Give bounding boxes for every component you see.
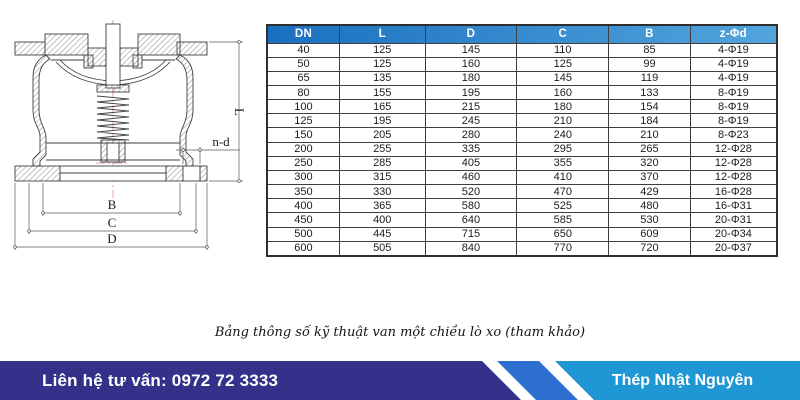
table-cell: 450 bbox=[267, 213, 339, 227]
table-row bbox=[267, 213, 777, 227]
table-caption: Bảng thông số kỹ thuật van một chiều lò xo (tham khảo) bbox=[214, 325, 586, 340]
table-cell: 145 bbox=[425, 43, 517, 57]
table-cell: 245 bbox=[425, 114, 517, 128]
table-cell: 165 bbox=[339, 100, 425, 114]
table-row bbox=[267, 227, 777, 241]
table-cell: 480 bbox=[609, 199, 691, 213]
table-cell: 20-Φ37 bbox=[690, 241, 777, 256]
table-cell: 210 bbox=[609, 128, 691, 142]
bolt-hole bbox=[183, 166, 200, 181]
column-header: D bbox=[425, 25, 517, 43]
table-cell: 195 bbox=[339, 114, 425, 128]
column-header: z-Φd bbox=[690, 25, 777, 43]
table-cell: 85 bbox=[609, 43, 691, 57]
table-cell: 215 bbox=[425, 100, 517, 114]
table-cell: 8-Φ19 bbox=[690, 100, 777, 114]
table-cell: 50 bbox=[267, 57, 339, 71]
stem bbox=[106, 24, 120, 88]
table-cell: 200 bbox=[267, 142, 339, 156]
table-cell: 100 bbox=[267, 100, 339, 114]
table-cell: 12-Φ28 bbox=[690, 170, 777, 184]
table-cell: 265 bbox=[609, 142, 691, 156]
contact-info: Liên hệ tư vấn: 0972 72 3333 bbox=[42, 371, 279, 390]
table-cell: 210 bbox=[517, 114, 609, 128]
table-row bbox=[267, 170, 777, 184]
footer-bar bbox=[0, 361, 800, 400]
table-cell: 330 bbox=[339, 185, 425, 199]
table-row bbox=[267, 114, 777, 128]
table-row bbox=[267, 71, 777, 85]
table-cell: 320 bbox=[609, 156, 691, 170]
table-cell: 125 bbox=[339, 43, 425, 57]
dimension-lines bbox=[14, 41, 247, 250]
table-cell: 12-Φ28 bbox=[690, 156, 777, 170]
bottom-flange-right bbox=[166, 166, 183, 181]
table-cell: 505 bbox=[339, 241, 425, 256]
table-row bbox=[267, 156, 777, 170]
table-cell: 145 bbox=[517, 71, 609, 85]
table-cell: 8-Φ23 bbox=[690, 128, 777, 142]
column-header: L bbox=[339, 25, 425, 43]
table-cell: 119 bbox=[609, 71, 691, 85]
table-cell: 133 bbox=[609, 85, 691, 99]
spec-table-body bbox=[267, 43, 777, 256]
valve-drawing bbox=[0, 0, 260, 310]
table-cell: 840 bbox=[425, 241, 517, 256]
table-cell: 16-Φ28 bbox=[690, 185, 777, 199]
table-row bbox=[267, 85, 777, 99]
spec-table-head-row bbox=[267, 25, 777, 43]
table-cell: 600 bbox=[267, 241, 339, 256]
table-cell: 650 bbox=[517, 227, 609, 241]
table-cell: 250 bbox=[267, 156, 339, 170]
table-cell: 429 bbox=[609, 185, 691, 199]
table-row bbox=[267, 199, 777, 213]
top-flange-right bbox=[177, 42, 207, 55]
table-cell: 255 bbox=[339, 142, 425, 156]
table-cell: 280 bbox=[425, 128, 517, 142]
table-cell: 80 bbox=[267, 85, 339, 99]
table-cell: 405 bbox=[425, 156, 517, 170]
brand-name: Thép Nhật Nguyên bbox=[611, 372, 754, 389]
top-flange-raised-left bbox=[45, 34, 88, 55]
table-cell: 4-Φ19 bbox=[690, 71, 777, 85]
table-cell: 110 bbox=[517, 43, 609, 57]
table-cell: 585 bbox=[517, 213, 609, 227]
table-cell: 500 bbox=[267, 227, 339, 241]
dim-label-D: D bbox=[107, 231, 117, 246]
body-wall-left bbox=[33, 55, 50, 166]
column-header: C bbox=[517, 25, 609, 43]
dim-label-nd: n-d bbox=[212, 134, 230, 149]
table-cell: 150 bbox=[267, 128, 339, 142]
table-cell: 180 bbox=[517, 100, 609, 114]
table-cell: 470 bbox=[517, 185, 609, 199]
table-cell: 400 bbox=[339, 213, 425, 227]
table-cell: 460 bbox=[425, 170, 517, 184]
table-cell: 4-Φ19 bbox=[690, 43, 777, 57]
table-cell: 300 bbox=[267, 170, 339, 184]
table-cell: 400 bbox=[267, 199, 339, 213]
table-cell: 180 bbox=[425, 71, 517, 85]
table-cell: 520 bbox=[425, 185, 517, 199]
table-row bbox=[267, 142, 777, 156]
table-cell: 720 bbox=[609, 241, 691, 256]
table-cell: 65 bbox=[267, 71, 339, 85]
top-flange-raised-right bbox=[138, 34, 180, 55]
stem-collar-right bbox=[120, 48, 138, 66]
table-cell: 4-Φ19 bbox=[690, 57, 777, 71]
table-cell: 240 bbox=[517, 128, 609, 142]
table-cell: 16-Φ31 bbox=[690, 199, 777, 213]
table-cell: 125 bbox=[339, 57, 425, 71]
table-cell: 370 bbox=[609, 170, 691, 184]
table-cell: 205 bbox=[339, 128, 425, 142]
table-cell: 125 bbox=[517, 57, 609, 71]
table-row bbox=[267, 57, 777, 71]
bottom-flange-end bbox=[200, 166, 207, 181]
spec-table bbox=[266, 24, 778, 257]
table-cell: 445 bbox=[339, 227, 425, 241]
table-cell: 135 bbox=[339, 71, 425, 85]
top-flange-left bbox=[15, 42, 45, 55]
table-cell: 8-Φ19 bbox=[690, 85, 777, 99]
valve-cross-section bbox=[15, 20, 207, 198]
table-row bbox=[267, 128, 777, 142]
valve-disc bbox=[97, 85, 129, 92]
table-cell: 160 bbox=[517, 85, 609, 99]
table-cell: 155 bbox=[339, 85, 425, 99]
table-cell: 99 bbox=[609, 57, 691, 71]
table-cell: 20-Φ34 bbox=[690, 227, 777, 241]
table-cell: 365 bbox=[339, 199, 425, 213]
table-cell: 154 bbox=[609, 100, 691, 114]
dim-label-L: L bbox=[232, 108, 247, 116]
table-cell: 350 bbox=[267, 185, 339, 199]
table-cell: 125 bbox=[267, 114, 339, 128]
table-cell: 195 bbox=[425, 85, 517, 99]
table-cell: 295 bbox=[517, 142, 609, 156]
bottom-flange-middle bbox=[60, 166, 166, 181]
table-cell: 315 bbox=[339, 170, 425, 184]
table-cell: 8-Φ19 bbox=[690, 114, 777, 128]
table-cell: 12-Φ28 bbox=[690, 142, 777, 156]
table-cell: 715 bbox=[425, 227, 517, 241]
table-cell: 640 bbox=[425, 213, 517, 227]
column-header: DN bbox=[267, 25, 339, 43]
table-cell: 609 bbox=[609, 227, 691, 241]
column-header: B bbox=[609, 25, 691, 43]
table-cell: 525 bbox=[517, 199, 609, 213]
table-cell: 20-Φ31 bbox=[690, 213, 777, 227]
table-row bbox=[267, 185, 777, 199]
table-cell: 355 bbox=[517, 156, 609, 170]
table-cell: 770 bbox=[517, 241, 609, 256]
table-cell: 285 bbox=[339, 156, 425, 170]
table-cell: 410 bbox=[517, 170, 609, 184]
table-cell: 160 bbox=[425, 57, 517, 71]
table-row bbox=[267, 100, 777, 114]
dim-label-C: C bbox=[107, 215, 117, 230]
table-cell: 530 bbox=[609, 213, 691, 227]
table-cell: 335 bbox=[425, 142, 517, 156]
table-cell: 580 bbox=[425, 199, 517, 213]
stem-collar-left bbox=[88, 48, 106, 66]
bottom-flange-left bbox=[15, 166, 60, 181]
table-row bbox=[267, 241, 777, 256]
dim-label-B: B bbox=[107, 197, 117, 212]
table-row bbox=[267, 43, 777, 57]
table-cell: 184 bbox=[609, 114, 691, 128]
table-cell: 40 bbox=[267, 43, 339, 57]
